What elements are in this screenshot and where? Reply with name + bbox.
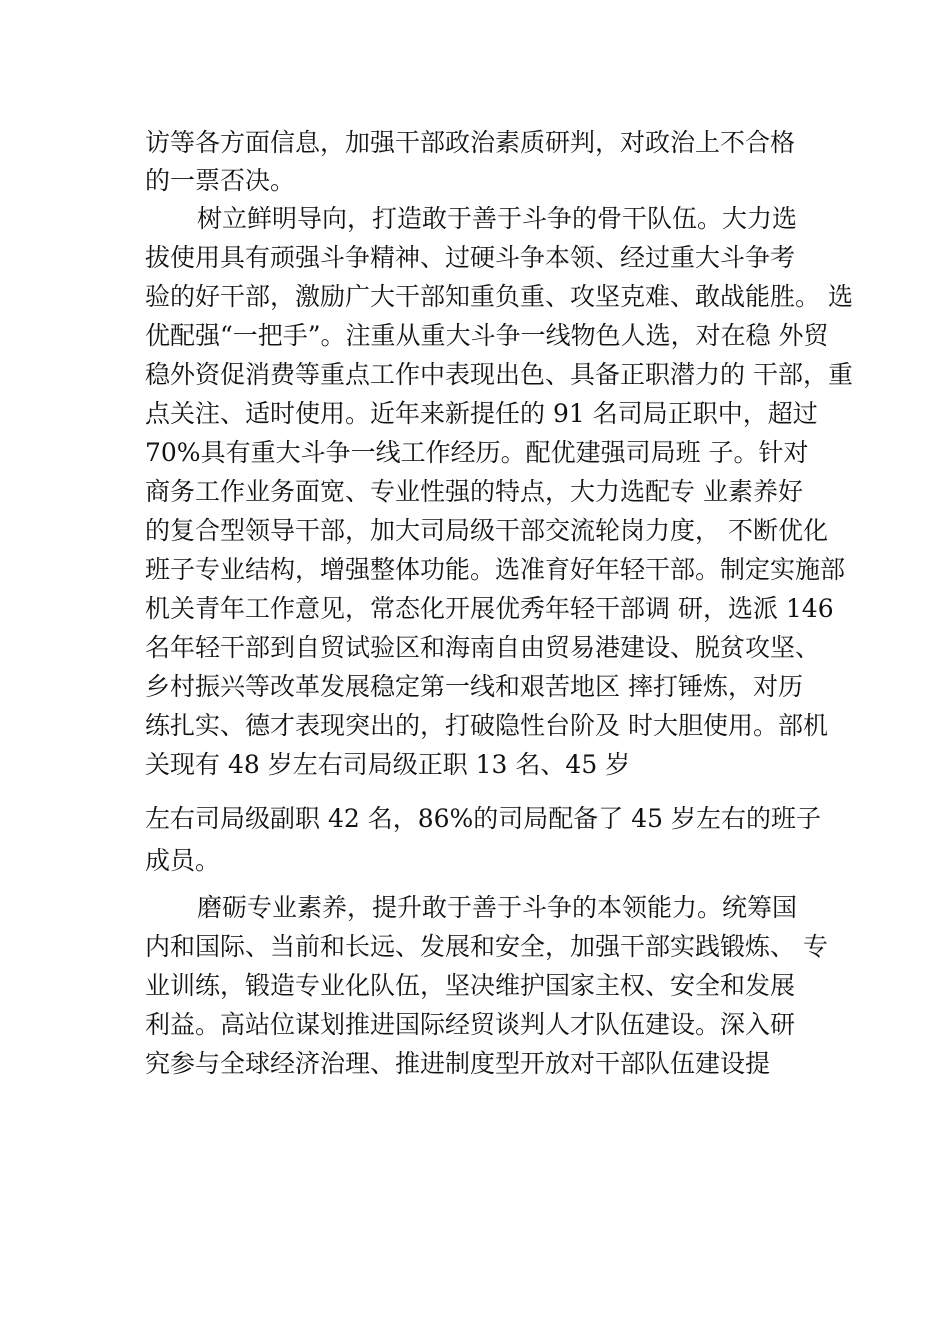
paragraph-start: 树立鲜明导向，打造敢于善于斗争的骨干队伍。大力选 (197, 204, 798, 233)
text-line: 究参与全球经济治理、推进制度型开放对干部队伍建设提 (145, 1049, 771, 1078)
text-line: 点关注、适时使用。近年来新提任的 91 名司局正职中，超过 (145, 399, 818, 428)
text-line: 名年轻干部到自贸试验区和海南自由贸易港建设、脱贫攻坚、 (145, 633, 821, 662)
text-line: 内和国际、当前和长远、发展和安全，加强干部实践锻炼、 专 (145, 932, 828, 961)
text-line: 70%具有重大斗争一线工作经历。配优建强司局班 子。针对 (145, 438, 809, 467)
text-line: 商务工作业务面宽、专业性强的特点，大力选配专 业素养好 (145, 477, 803, 506)
text-line: 的复合型领导干部，加大司局级干部交流轮岗力度， 不断优化 (145, 516, 828, 545)
paragraph-start: 磨砺专业素养，提升敢于善于斗争的本领能力。统筹国 (197, 893, 798, 922)
text-line: 班子专业结构，增强整体功能。选准育好年轻干部。制定实施部 (145, 555, 846, 584)
text-line: 左右司局级副职 42 名，86%的司局配备了 45 岁左右的班子 (145, 804, 821, 833)
text-line: 乡村振兴等改革发展稳定第一线和艰苦地区 摔打锤炼，对历 (145, 672, 803, 701)
text-line: 成员。 (145, 846, 221, 875)
text-line: 访等各方面信息，加强干部政治素质研判，对政治上不合格 (145, 128, 796, 157)
text-line: 业训练，锻造专业化队伍，坚决维护国家主权、安全和发展 (145, 971, 796, 1000)
text-line: 的一票否决。 (145, 166, 296, 195)
text-line: 机关青年工作意见，常态化开展优秀年轻干部调 研，选派 146 (145, 594, 834, 623)
text-line: 稳外资促消费等重点工作中表现出色、具备正职潜力的 干部，重 (145, 360, 853, 389)
text-line: 拔使用具有顽强斗争精神、过硬斗争本领、经过重大斗争考 (145, 243, 796, 272)
text-line: 验的好干部，激励广大干部知重负重、攻坚克难、敢战能胜。 选 (145, 282, 853, 311)
text-line: 练扎实、德才表现突出的，打破隐性台阶及 时大胆使用。部机 (145, 711, 828, 740)
text-line: 优配强“一把手”。注重从重大斗争一线物色人选，对在稳 外贸 (145, 321, 829, 350)
text-line: 关现有 48 岁左右司局级正职 13 名、45 岁 (145, 750, 631, 779)
text-line: 利益。高站位谋划推进国际经贸谈判人才队伍建设。深入研 (145, 1010, 796, 1039)
